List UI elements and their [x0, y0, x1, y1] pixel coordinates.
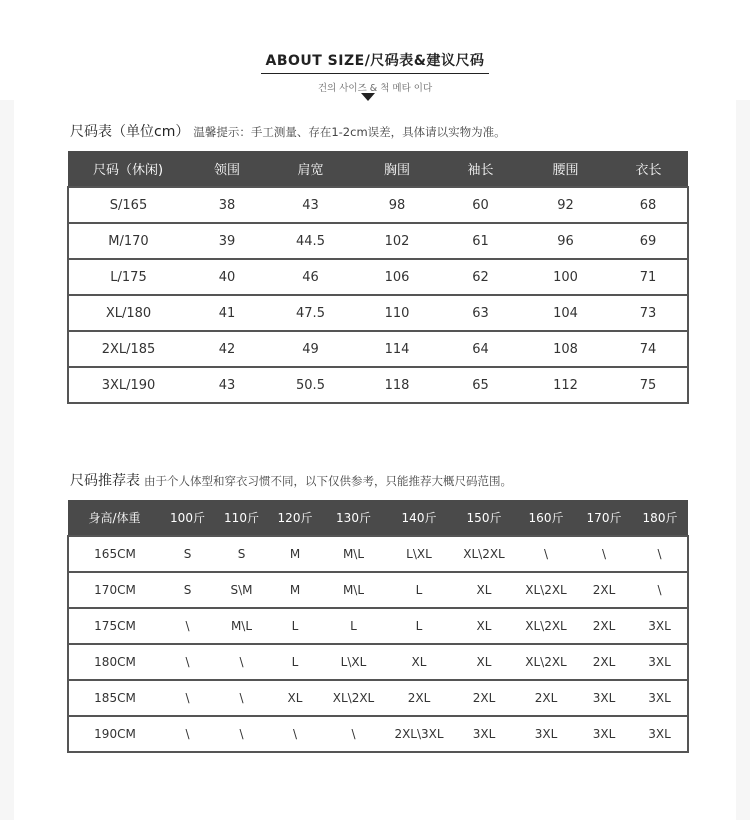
table-cell: M\L	[321, 572, 386, 608]
recommend-chart-tip: 由于个人体型和穿衣习惯不同，以下仅供参考，只能推荐大概尺码范围。	[144, 474, 512, 488]
table-cell: 43	[188, 367, 266, 403]
size-chart-tip: 温馨提示：手工测量、存在1-2cm误差，具体请以实物为准。	[193, 125, 506, 139]
table-cell: \	[161, 644, 214, 680]
table-cell: M\L	[321, 536, 386, 572]
table-cell: 2XL	[576, 572, 632, 608]
column-header: 衣长	[609, 151, 688, 187]
table-cell: \	[161, 680, 214, 716]
table-cell: L\XL	[386, 536, 452, 572]
table-cell: 3XL	[516, 716, 576, 752]
table-cell: 50.5	[266, 367, 355, 403]
table-row	[68, 536, 688, 572]
table-cell: 47.5	[266, 295, 355, 331]
table-cell: XL	[386, 644, 452, 680]
table-cell: \	[161, 716, 214, 752]
column-header: 尺码（休闲)	[68, 151, 188, 187]
column-header: 140斤	[386, 500, 452, 536]
table-cell: 3XL	[576, 680, 632, 716]
table-cell: 39	[188, 223, 266, 259]
column-header: 腰围	[522, 151, 609, 187]
table-cell: 42	[188, 331, 266, 367]
table-cell: 2XL/185	[68, 331, 188, 367]
table-cell: XL	[269, 680, 321, 716]
table-cell: XL	[452, 608, 516, 644]
table-cell: 3XL	[632, 680, 688, 716]
table-cell: 104	[522, 295, 609, 331]
table-cell: 43	[266, 187, 355, 223]
table-cell: 96	[522, 223, 609, 259]
table-cell: XL/180	[68, 295, 188, 331]
column-header: 150斤	[452, 500, 516, 536]
table-cell: 175CM	[68, 608, 161, 644]
table-cell: XL\2XL	[321, 680, 386, 716]
table-row	[68, 331, 688, 367]
table-cell: L\XL	[321, 644, 386, 680]
table-cell: M/170	[68, 223, 188, 259]
table-cell: L	[321, 608, 386, 644]
table-cell: 92	[522, 187, 609, 223]
table-cell: \	[516, 536, 576, 572]
table-cell: 38	[188, 187, 266, 223]
table-cell: 3XL/190	[68, 367, 188, 403]
table-cell: S\M	[214, 572, 269, 608]
table-cell: M	[269, 536, 321, 572]
table-cell: 62	[439, 259, 522, 295]
column-header: 120斤	[269, 500, 321, 536]
table-row	[68, 644, 688, 680]
table-cell: 73	[609, 295, 688, 331]
table-cell: 170CM	[68, 572, 161, 608]
table-cell: L	[269, 644, 321, 680]
table-row	[68, 367, 688, 403]
table-cell: 68	[609, 187, 688, 223]
column-header: 肩宽	[266, 151, 355, 187]
column-header: 130斤	[321, 500, 386, 536]
table-row	[68, 572, 688, 608]
table-cell: 112	[522, 367, 609, 403]
table-cell: 2XL	[576, 644, 632, 680]
size-chart-heading	[70, 121, 506, 141]
page-title: ABOUT SIZE/尺码表&建议尺码	[261, 50, 488, 74]
table-cell: 60	[439, 187, 522, 223]
table-cell: M\L	[214, 608, 269, 644]
table-row	[68, 716, 688, 752]
table-cell: 180CM	[68, 644, 161, 680]
table-cell: \	[214, 680, 269, 716]
column-header: 180斤	[632, 500, 688, 536]
recommend-chart-title: 尺码推荐表	[70, 473, 140, 489]
table-row	[68, 680, 688, 716]
table-cell: 185CM	[68, 680, 161, 716]
table-row	[68, 608, 688, 644]
table-row	[68, 259, 688, 295]
table-cell: 106	[355, 259, 439, 295]
table-cell: 2XL\3XL	[386, 716, 452, 752]
column-header: 100斤	[161, 500, 214, 536]
table-cell: 3XL	[632, 608, 688, 644]
table-cell: 3XL	[632, 644, 688, 680]
column-header: 160斤	[516, 500, 576, 536]
table-cell: 110	[355, 295, 439, 331]
recommend-chart-heading	[70, 470, 512, 490]
table-cell: XL\2XL	[452, 536, 516, 572]
table-cell: 40	[188, 259, 266, 295]
table-cell: 44.5	[266, 223, 355, 259]
table-cell: 3XL	[632, 716, 688, 752]
table-cell: XL\2XL	[516, 644, 576, 680]
table-cell: \	[321, 716, 386, 752]
table-cell: \	[269, 716, 321, 752]
table-cell: 102	[355, 223, 439, 259]
table-cell: 46	[266, 259, 355, 295]
size-chart-title: 尺码表（单位cm）	[70, 124, 190, 140]
table-cell: 114	[355, 331, 439, 367]
column-header: 110斤	[214, 500, 269, 536]
page-subtitle: 건의 사이즈 & 척 메타 이다	[317, 83, 433, 94]
table-header-row	[68, 500, 688, 536]
table-cell: 65	[439, 367, 522, 403]
table-cell: L	[386, 608, 452, 644]
table-cell: XL	[452, 644, 516, 680]
table-cell: 2XL	[386, 680, 452, 716]
table-cell: 3XL	[576, 716, 632, 752]
table-cell: 2XL	[516, 680, 576, 716]
triangle-down-icon	[361, 93, 375, 101]
table-cell: \	[214, 716, 269, 752]
table-cell: XL\2XL	[516, 572, 576, 608]
table-cell: 49	[266, 331, 355, 367]
table-cell: 61	[439, 223, 522, 259]
table-cell: 118	[355, 367, 439, 403]
table-cell: 100	[522, 259, 609, 295]
table-row	[68, 223, 688, 259]
table-cell: 2XL	[452, 680, 516, 716]
column-header: 身高/体重	[68, 500, 161, 536]
table-cell: S	[161, 572, 214, 608]
table-cell: 108	[522, 331, 609, 367]
table-cell: S	[161, 536, 214, 572]
table-cell: \	[576, 536, 632, 572]
table-cell: S/165	[68, 187, 188, 223]
table-cell: \	[214, 644, 269, 680]
page-header	[0, 50, 750, 94]
column-header: 胸围	[355, 151, 439, 187]
table-cell: \	[632, 536, 688, 572]
table-cell: L/175	[68, 259, 188, 295]
table-cell: 190CM	[68, 716, 161, 752]
table-cell: 71	[609, 259, 688, 295]
table-cell: 3XL	[452, 716, 516, 752]
table-cell: 41	[188, 295, 266, 331]
column-header: 领围	[188, 151, 266, 187]
table-cell: 63	[439, 295, 522, 331]
table-cell: 98	[355, 187, 439, 223]
table-cell: 2XL	[576, 608, 632, 644]
table-cell: 64	[439, 331, 522, 367]
table-header-row	[68, 151, 688, 187]
table-cell: 75	[609, 367, 688, 403]
column-header: 袖长	[439, 151, 522, 187]
table-cell: 74	[609, 331, 688, 367]
table-row	[68, 187, 688, 223]
table-cell: L	[269, 608, 321, 644]
table-row	[68, 295, 688, 331]
table-cell: 69	[609, 223, 688, 259]
table-cell: L	[386, 572, 452, 608]
recommend-chart-table	[67, 500, 689, 753]
table-cell: XL	[452, 572, 516, 608]
table-cell: 165CM	[68, 536, 161, 572]
table-cell: S	[214, 536, 269, 572]
table-cell: \	[161, 608, 214, 644]
column-header: 170斤	[576, 500, 632, 536]
table-cell: \	[632, 572, 688, 608]
table-cell: M	[269, 572, 321, 608]
size-chart-table	[67, 151, 689, 404]
table-cell: XL\2XL	[516, 608, 576, 644]
